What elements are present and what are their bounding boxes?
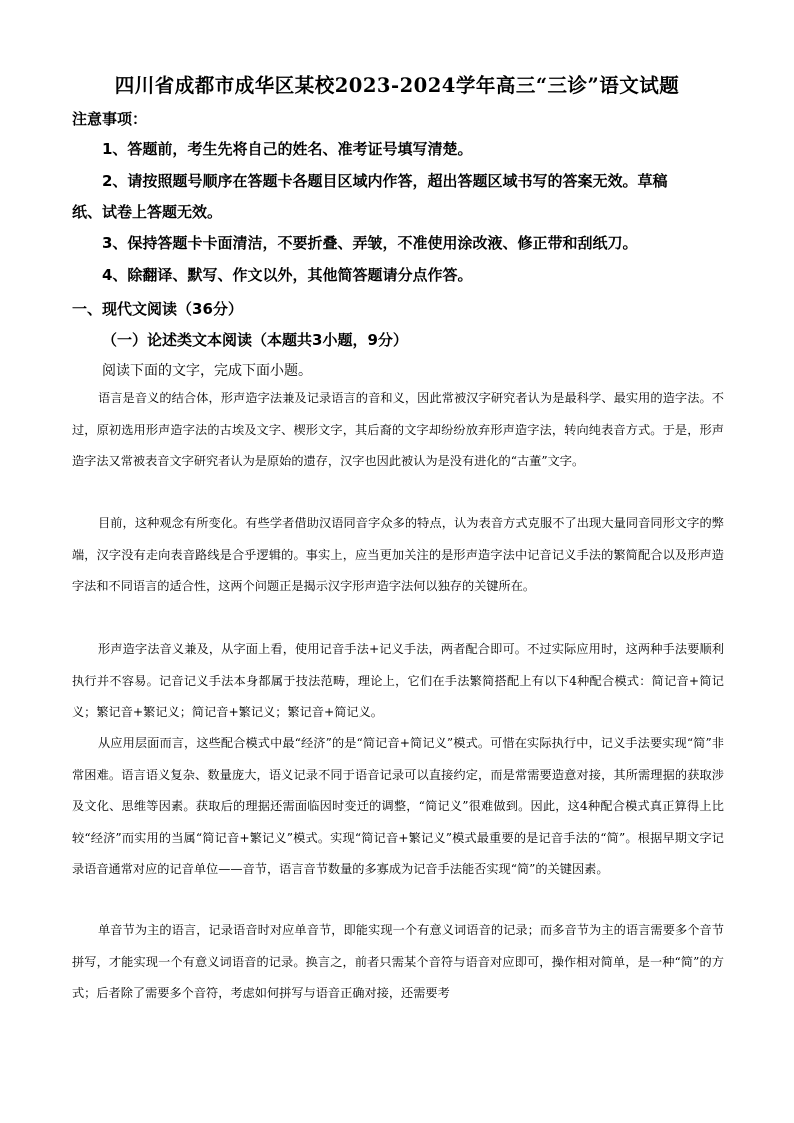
passage-paragraph-1: 语言是音义的结合体，形声造字法兼及记录语言的音和义，因此常被汉字研究者认为是最科学、最实用的造字法。不过，原初选用形声造字法的古埃及文字、楔形文字，其后裔的文字却纷纷放弃形声造字法，转向纯表音方式。于是，形声造字法又常被表音文字研究者认为是原始的遗存，汉字也因此被认为是没有进化的“古董”文字。: [72, 391, 724, 469]
passage-paragraph-5: 单音节为主的语言，记录语音时对应单音节，即能实现一个有意义词语音的记录；而多音节为主的语言需要多个音节拼写，才能实现一个有意义词语音的记录。换言之，前者只需某个音符与语音对应即可，操作相对简单，是一种“简”的方式；后者除了需要多个音符，考虑如何拼写与语音正确对接，还需要考: [72, 923, 724, 1001]
subsection-heading: （一）论述类文本阅读（本题共3小题，9分）: [102, 331, 408, 349]
page-title: 四川省成都市成华区某校2023-2024学年高三“三诊”语文试题: [114, 74, 680, 97]
notice-item-3: 3、保持答题卡卡面清洁，不要折叠、弄皱，不准使用涂改液、修正带和刮纸刀。: [102, 234, 638, 252]
reading-instruction: 阅读下面的文字，完成下面小题。: [102, 363, 312, 379]
notice-item-4: 4、除翻译、默写、作文以外，其他简答题请分点作答。: [102, 266, 473, 284]
notice-heading: 注意事项：: [72, 110, 148, 128]
passage-paragraph-4: 从应用层面而言，这些配合模式中最“经济”的是“简记音+简记义”模式。可惜在实际执行中，记义手法要实现“简”非常困难。语言语义复杂、数量庞大，语义记录不同于语音记录可以直接约定，而是常需要造意对接，其所需理据的获取涉及文化、思维等因素。获取后的理据还需面临因时变迁的调整，“简记义”很难做到。因此，这4种配合模式真正算得上比较“经济”而实用的当属“简记音+繁记义”模式。实现“简记音+繁记义”模式最重要的是记音手法的“简”。根据早期文字记录语音通常对应的记音单位——音节，语言音节数量的多寡成为记音手法能否实现“简”的关键因素。: [72, 736, 724, 877]
notice-item-2-continued: 纸、试卷上答题无效。: [72, 203, 223, 221]
notice-item-2: 2、请按照题号顺序在答题卡各题目区域内作答，超出答题区域书写的答案无效。草稿: [102, 172, 668, 190]
passage-paragraph-3: 形声造字法音义兼及，从字面上看，使用记音手法+记义手法，两者配合即可。不过实际应用时，这两种手法要顺利执行并不容易。记音记义手法本身都属于技法范畴，理论上，它们在手法繁简搭配上有以下4种配合模式：简记音+简记义；繁记音+繁记义；简记音+繁记义；繁记音+简记义。: [72, 642, 724, 720]
notice-item-1: 1、答题前，考生先将自己的姓名、准考证号填写清楚。: [102, 140, 473, 158]
passage-paragraph-2: 目前，这种观念有所变化。有些学者借助汉语同音字众多的特点，认为表音方式克服不了出现大量同音同形文字的弊端，汉字没有走向表音路线是合乎逻辑的。事实上，应当更加关注的是形声造字法中记音记义手法的繁简配合以及形声造字法和不同语言的适合性，这两个问题正是揭示汉字形声造字法何以独存的关键所在。: [72, 516, 724, 594]
section-heading: 一、现代文阅读（36分）: [72, 300, 243, 318]
